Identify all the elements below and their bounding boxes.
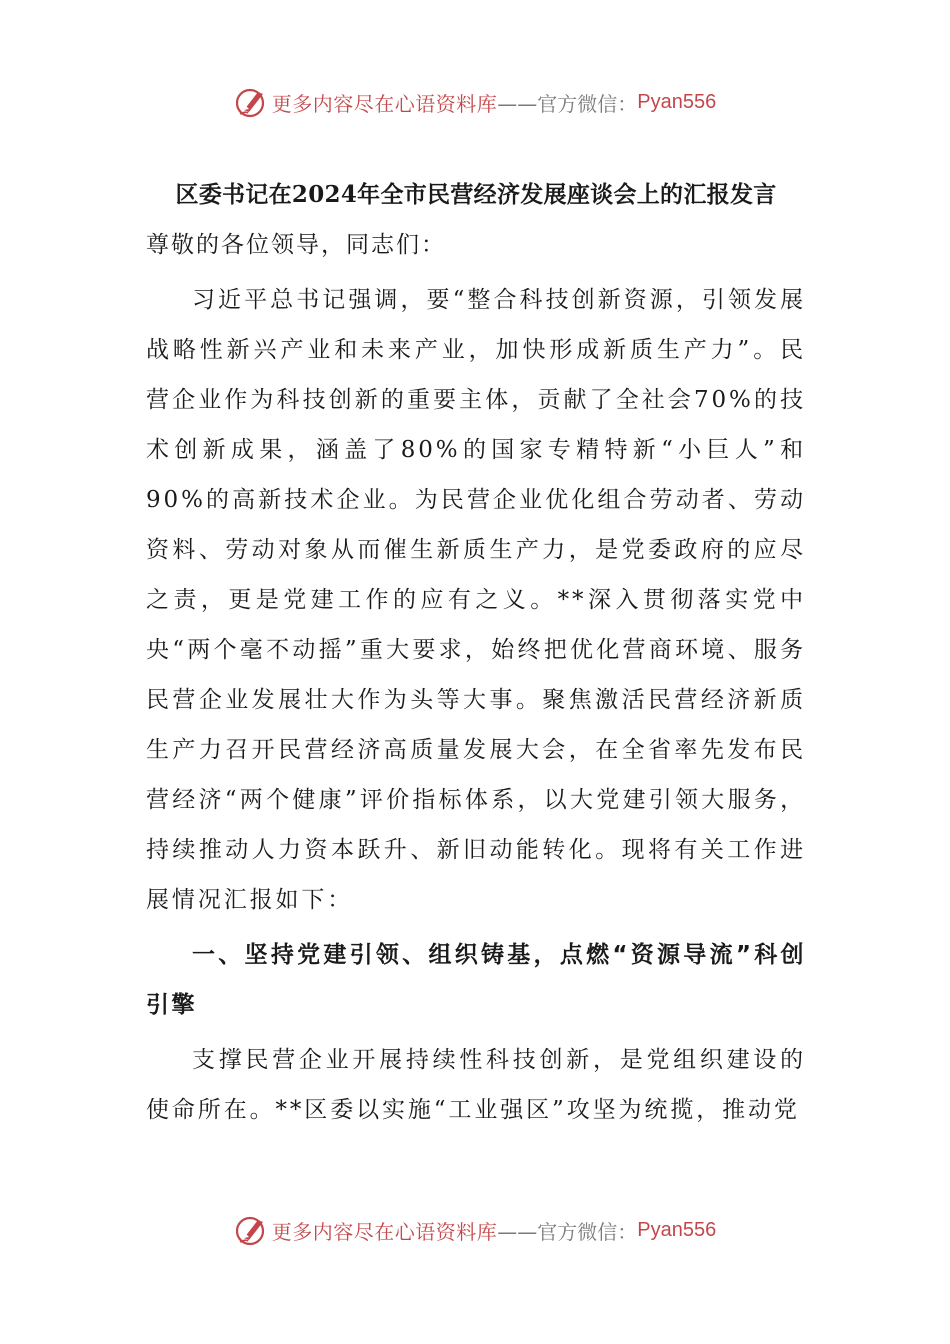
banner-brand-text: 更多内容尽在心语资料库 — [271, 91, 498, 116]
banner-wechat-id: Pyan556 — [637, 90, 717, 113]
pen-nib-circle-icon — [234, 84, 270, 120]
footer-banner — [0, 1210, 950, 1250]
body-paragraph: 习近平总书记强调，要“整合科技创新资源，引领发展战略性新兴产业和未来产业，加快形成新质生产力”。民营企业作为科技创新的重要主体，贡献了全社会70%的技术创新成果，涵盖了80%的国家专精特新“小巨人”和90%的高新技术企业。为民营企业优化组合劳动者、劳动资料、劳动对象从而催生新质生产力，是党委政府的应尽之责，更是党建工作的应有之义。**深入贯彻落实党中央“两个毫不动摇”重大要求，始终把优化营商环境、服务民营企业发展壮大作为头等大事。聚焦激活民营经济新质生产力召开民营经济高质量发展大会，在全省率先发布民营经济“两个健康”评价指标体系，以大党建引领大服务，持续推动人力资本跃升、新旧动能转化。现将有关工作进展情况汇报如下： — [146, 287, 806, 913]
document-body — [146, 170, 806, 1135]
document-title: 区委书记在2024年全市民营经济发展座谈会上的汇报发言 — [175, 181, 777, 208]
pen-nib-circle-icon — [234, 1212, 270, 1248]
section-paragraph: 支撑民营企业开展持续性科技创新，是党组织建设的使命所在。**区委以实施“工业强区”攻坚为统揽，推动党 — [146, 1047, 806, 1123]
banner-separator-text: ——官方微信： — [497, 1219, 638, 1244]
section-heading: 一、坚持党建引领、组织铸基，点燃“资源导流”科创引擎 — [146, 942, 806, 1018]
header-banner — [0, 82, 950, 122]
banner-separator-text: ——官方微信： — [497, 91, 638, 116]
banner-wechat-id: Pyan556 — [637, 1218, 717, 1241]
banner-brand-text: 更多内容尽在心语资料库 — [271, 1219, 498, 1244]
salutation: 尊敬的各位领导，同志们： — [146, 232, 446, 258]
